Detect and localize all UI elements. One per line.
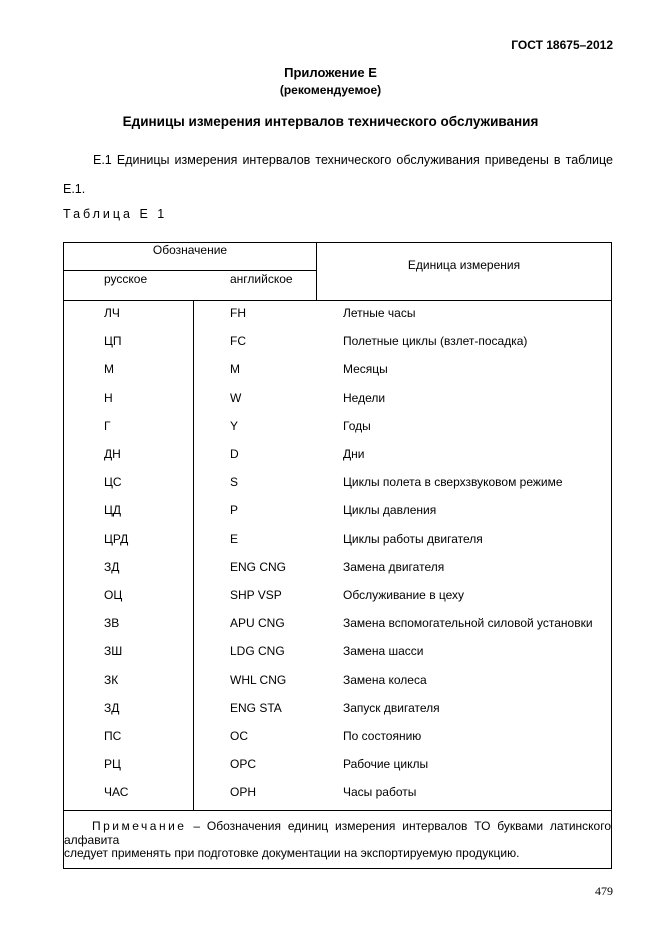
header-divider (64, 270, 316, 271)
cell-russian: ЦД (104, 503, 122, 518)
cell-english: M (230, 362, 240, 377)
header-unit: Единица измерения (407, 258, 521, 272)
standard-number: ГОСТ 18675–2012 (511, 38, 613, 52)
cell-unit: Полетные циклы (взлет-посадка) (343, 334, 528, 349)
cell-russian: ЗД (104, 700, 120, 715)
cell-russian: ЧАС (104, 785, 129, 800)
cell-unit: Дни (343, 447, 365, 461)
cell-russian: Н (104, 390, 113, 405)
cell-english: WHL CNG (230, 672, 287, 687)
cell-russian: М (104, 362, 114, 377)
cell-english: OPC (230, 757, 257, 772)
cell-unit: Запуск двигателя (343, 700, 440, 715)
units-table (63, 242, 612, 869)
cell-english: S (230, 475, 239, 490)
cell-english: FC (230, 334, 246, 349)
cell-russian: ОЦ (104, 588, 123, 602)
cell-russian: Г (104, 418, 111, 433)
cell-unit: Замена двигателя (343, 559, 445, 574)
cell-russian: РЦ (104, 757, 121, 772)
table-caption: Таблица Е 1 (63, 207, 168, 221)
header-english: английское (230, 272, 293, 286)
cell-unit: Летные часы (343, 306, 416, 320)
cell-russian: ЛЧ (104, 306, 120, 320)
cell-english: LDG CNG (230, 644, 285, 659)
cell-unit: Замена шасси (343, 644, 424, 659)
cell-unit: Замена колеса (343, 672, 427, 687)
section-heading: Единицы измерения интервалов технического обслуживания (122, 114, 539, 129)
cell-unit: Замена вспомогательной силовой установки (343, 616, 593, 631)
cell-russian: ЗК (104, 672, 119, 687)
appendix-title: Приложение Е (284, 65, 377, 80)
cell-english: W (230, 390, 242, 405)
cell-unit: Месяцы (343, 362, 388, 377)
table-note (64, 819, 613, 847)
cell-english: OC (230, 729, 248, 743)
intro-paragraph: Е.1 Единицы измерения интервалов технического обслуживания приведены в таблице Е.1. (63, 153, 613, 196)
cell-english: FH (230, 306, 246, 320)
cell-english: ENG STA (230, 700, 282, 715)
cell-russian: ЦРД (104, 531, 129, 546)
cell-unit: Рабочие циклы (343, 757, 429, 772)
header-designation: Обозначение (152, 243, 228, 257)
cell-unit: По состоянию (343, 729, 422, 743)
cell-english: P (230, 503, 239, 518)
cell-russian: ЗД (104, 559, 120, 574)
body-column-divider (193, 300, 194, 810)
cell-unit: Обслуживание в цеху (343, 588, 465, 602)
cell-english: E (230, 531, 239, 546)
cell-russian: ДН (104, 447, 121, 461)
cell-english: ENG CNG (230, 559, 287, 574)
cell-unit: Годы (343, 418, 371, 433)
header-russian: русское (104, 272, 148, 286)
cell-english: SHP VSP (230, 588, 282, 602)
cell-unit: Недели (343, 390, 386, 405)
page-number: 479 (595, 884, 613, 898)
cell-russian: ЦП (104, 334, 122, 349)
note-label: Примечание (92, 819, 187, 833)
cell-russian: ЗШ (104, 644, 123, 659)
cell-russian: ЗВ (104, 616, 120, 631)
cell-unit: Циклы давления (343, 503, 437, 518)
cell-unit: Часы работы (343, 785, 417, 800)
cell-english: Y (230, 418, 239, 433)
cell-english: OPH (230, 785, 257, 800)
appendix-status: (рекомендуемое) (279, 83, 382, 97)
cell-english: D (230, 447, 239, 461)
note-divider (64, 810, 612, 811)
cell-russian: ПС (104, 729, 122, 743)
cell-russian: ЦС (104, 475, 122, 490)
cell-unit: Циклы работы двигателя (343, 531, 483, 546)
header-bottom-line (64, 300, 612, 301)
note-text-line1: – Обозначения единиц измерения интервалов ТО буквами латинского алфавита (64, 819, 611, 847)
note-text-line2: следует применять при подготовке документации на экспортируемую продукцию. (64, 846, 520, 860)
cell-english: APU CNG (230, 616, 285, 631)
cell-unit: Циклы полета в сверхзвуковом режиме (343, 475, 563, 490)
